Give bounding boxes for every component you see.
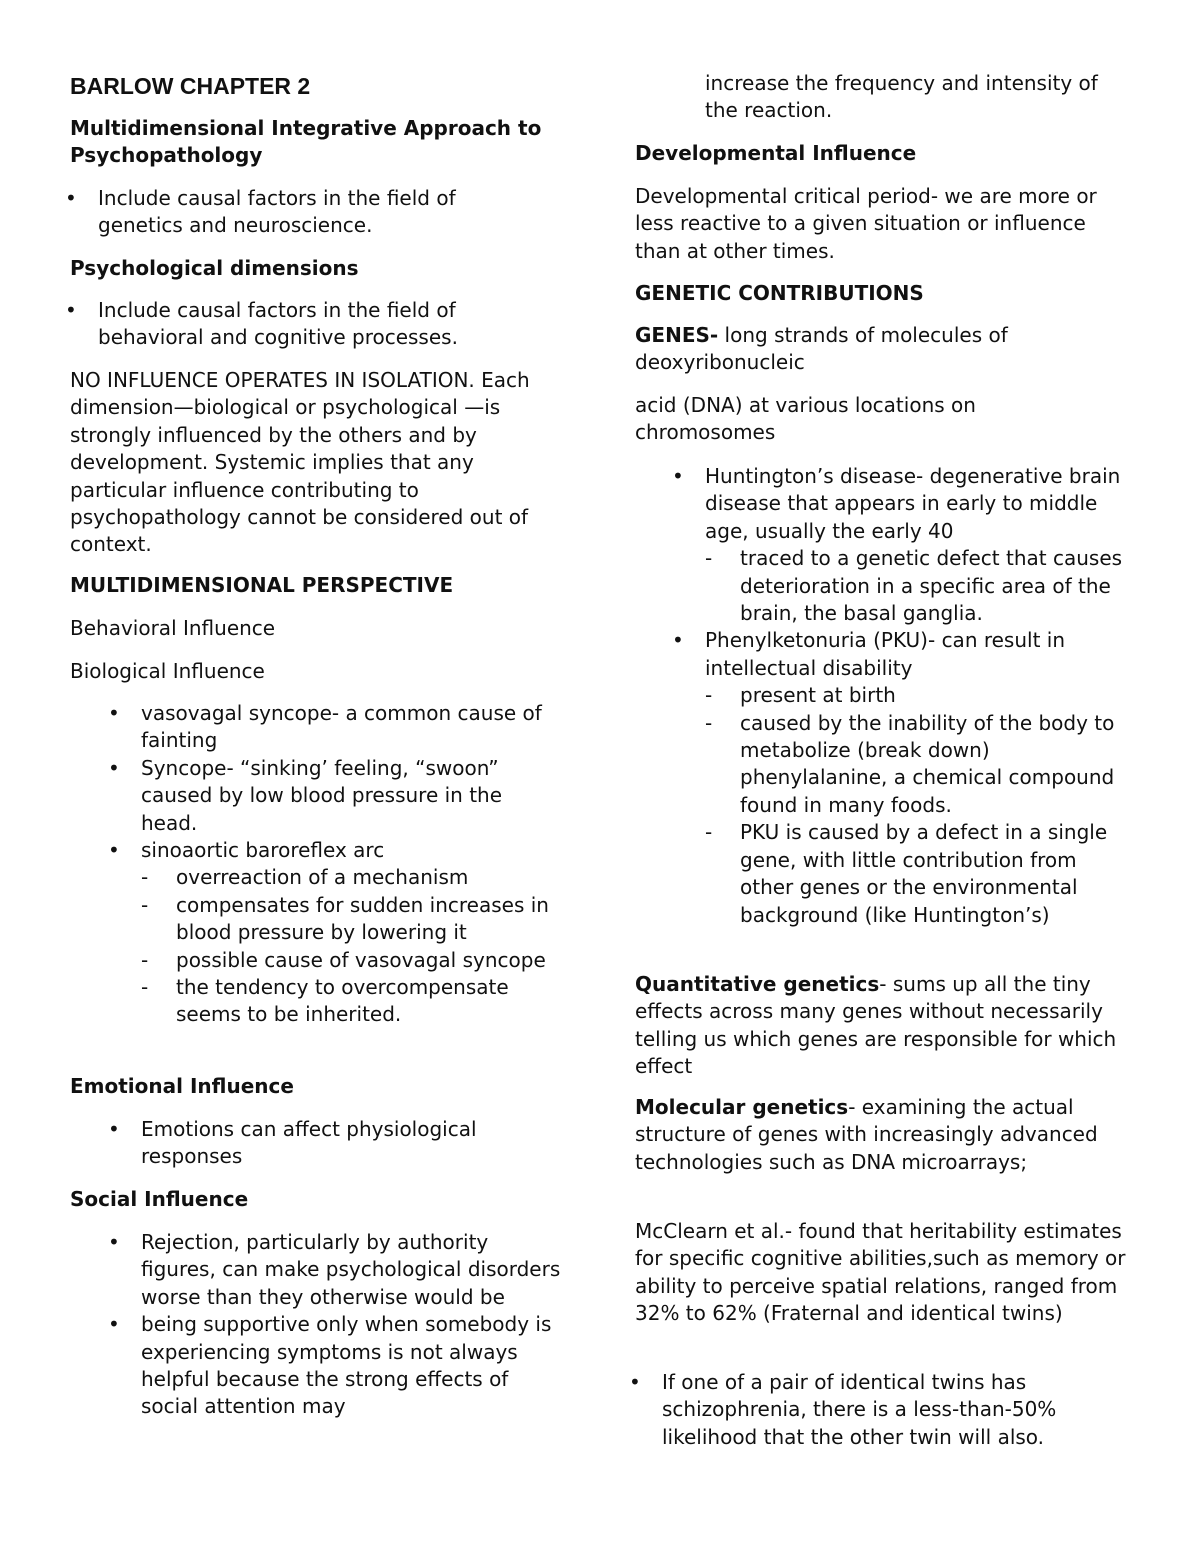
continued-text: increase the frequency and intensity of the reaction. — [705, 71, 1098, 123]
list-item: • Phenylketonuria (PKU)- can result in intellectual disability - present at birth - caused by the inability of the body to metabolize (break down) phenylalanine, a chemical compound found in many foods. - PKU is caused by a defect in a single gene, with little contribution from other genes or the environmental background (like Huntington’s) — [705, 627, 1130, 928]
developmental-paragraph: Developmental critical period- we are more or less reactive to a given situation or influence than at other times. — [635, 184, 1097, 263]
bullet-icon: • — [65, 298, 77, 322]
genes-continuation: acid (DNA) at various locations on chromosomes — [635, 393, 976, 445]
bullet-icon: • — [108, 838, 120, 863]
dash-icon: - — [141, 892, 149, 917]
bullet-icon: • — [108, 1230, 120, 1254]
heading-multidimensional-perspective: MULTIDIMENSIONAL PERSPECTIVE — [70, 573, 454, 597]
list-item: • sinoaortic baroreflex arc - overreaction of a mechanism - compensates for sudden increases in blood pressure by lowering it - possible cause of vasovagal syncope - the tendency to overcompensate seems to be inherited. — [141, 837, 561, 1029]
heading-social-influence: Social Influence — [70, 1187, 249, 1211]
baroreflex-sub-list — [141, 864, 561, 1028]
list-item: • vasovagal syncope- a common cause of fainting — [108, 701, 542, 753]
list-item: • being supportive only when somebody is experiencing symptoms is not always helpful because the strong effects of social attention may — [108, 1312, 552, 1419]
sub-list-item: - overreaction of a mechanism — [176, 864, 561, 891]
bullet-icon: • — [108, 701, 120, 725]
quantitative-genetics-def: - sums up all the tiny effects across many genes without necessarily telling us which genes are responsible for which effect — [635, 972, 1117, 1079]
heading-psychological-dimensions: Psychological dimensions — [70, 256, 359, 280]
biological-influence-label: Biological Influence — [70, 659, 265, 683]
molecular-genetics-term: Molecular genetics — [635, 1095, 849, 1119]
genes-term: GENES- — [635, 323, 719, 347]
genes-definition — [635, 322, 1055, 377]
sub-list-item: - caused by the inability of the body to metabolize (break down) phenylalanine, a chemical compound found in many foods. — [705, 710, 1115, 817]
bullet-icon: • — [672, 628, 684, 653]
heading-genetic-contributions: GENETIC CONTRIBUTIONS — [635, 281, 924, 305]
sub-list-item: - traced to a genetic defect that causes deterioration in a specific area of the brain, the basal ganglia. — [705, 546, 1123, 626]
bullet-icon: • — [65, 186, 77, 210]
quantitative-genetics-paragraph — [635, 971, 1135, 1081]
list-item: • Syncope- “sinking’ feeling, “swoon” caused by low blood pressure in the head. — [108, 755, 503, 835]
sub-list-item: - possible cause of vasovagal syncope — [176, 947, 561, 974]
molecular-genetics-paragraph — [635, 1094, 1115, 1176]
behavioral-influence-label: Behavioral Influence — [70, 616, 276, 640]
genes-def-text: long strands of molecules of deoxyribonucleic — [635, 323, 1008, 375]
no-influence-paragraph: NO INFLUENCE OPERATES IN ISOLATION. Each dimension—biological or psychological —is strongly influenced by the others and by development. Systemic implies that any particular influence contributing to psychopathology cannot be considered out of context. — [70, 368, 530, 557]
dash-icon: - — [141, 947, 149, 972]
bullet-icon: • — [672, 464, 684, 488]
bullet-icon: • — [108, 755, 120, 780]
multidimensional-bullet-list — [65, 185, 538, 240]
pku-sub-list — [705, 682, 1130, 929]
dash-icon: - — [141, 865, 149, 890]
heading-multidimensional-approach: Multidimensional Integrative Approach to Psychopathology — [70, 116, 542, 168]
list-item: • Include causal factors in the field of genetics and neuroscience. — [65, 186, 456, 238]
dash-icon: - — [705, 683, 713, 708]
list-item: • If one of a pair of identical twins has schizophrenia, there is a less-than-50% likelihood that the other twin will also. — [629, 1370, 1057, 1449]
bullet-icon: • — [629, 1370, 641, 1394]
list-item: • Rejection, particularly by authority figures, can make psychological disorders worse than they otherwise would be — [108, 1230, 561, 1309]
quantitative-genetics-term: Quantitative genetics — [635, 972, 880, 996]
list-item: • Include causal factors in the field of behavioral and cognitive processes. — [65, 298, 458, 350]
social-bullet-list — [108, 1229, 566, 1421]
emotional-bullet-list — [108, 1116, 561, 1171]
biological-bullet-list — [108, 700, 561, 1029]
list-item: • Emotions can affect physiological responses — [108, 1117, 477, 1169]
sub-list-item: - the tendency to overcompensate seems to be inherited. — [141, 975, 509, 1027]
mcclearn-paragraph: McClearn et al.- found that heritability estimates for specific cognitive abilities,such as memory or ability to perceive spatial relations, ranged from 32% to 62% (Fraternal and identical twins) — [635, 1219, 1126, 1326]
dash-icon: - — [705, 820, 713, 845]
heading-emotional-influence: Emotional Influence — [70, 1074, 294, 1098]
huntington-sub-list — [705, 545, 1130, 627]
sub-list-item: - compensates for sudden increases in blood pressure by lowering it — [141, 892, 549, 945]
genetic-disease-list — [672, 463, 1130, 929]
twins-bullet-list — [629, 1369, 1112, 1451]
page-title: BARLOW CHAPTER 2 — [70, 73, 311, 99]
bullet-icon: • — [108, 1117, 120, 1141]
molecular-genetics-def: - examining the actual structure of genes with increasingly advanced technologies such as DNA microarrays; — [635, 1095, 1098, 1174]
sub-list-item: - PKU is caused by a defect in a single gene, with little contribution from other genes or the environmental background (like Huntington’s) — [705, 820, 1108, 927]
dash-icon: - — [705, 546, 713, 571]
dash-icon: - — [141, 975, 149, 1000]
heading-developmental-influence: Developmental Influence — [635, 141, 917, 165]
bullet-icon: • — [108, 1312, 120, 1337]
psychological-bullet-list — [65, 297, 538, 352]
sub-list-item: - present at birth — [740, 682, 1130, 709]
dash-icon: - — [705, 710, 713, 735]
list-item: • Huntington’s disease- degenerative brain disease that appears in early to middle age, usually the early 40 - traced to a genetic defect that causes deterioration in a specific area of the brain, the basal ganglia. — [705, 463, 1130, 627]
